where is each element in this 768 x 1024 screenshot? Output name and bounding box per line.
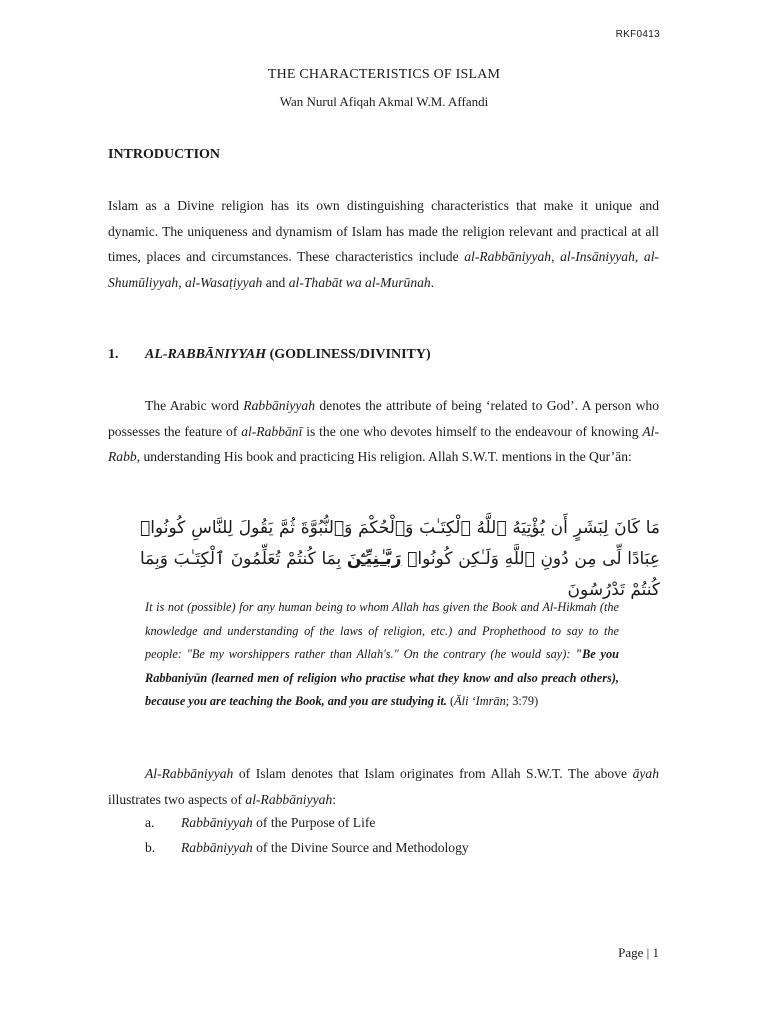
section1-heading	[108, 347, 431, 363]
section1-paragraph-2: Al-Rabbāniyyah of Islam denotes that Islam originates from Allah S.W.T. The above āyah illustrates two aspects of al-Rabbāniyyah:	[108, 766, 659, 807]
document-title: THE CHARACTERISTICS OF ISLAM	[267, 67, 501, 82]
section1-paragraph-1: The Arabic word Rabbāniyyah denotes the attribute of being ‘related to God’. A person who possesses the feature of al-Rabbānī is the one who devotes himself to the endeavour of knowing Al-Rabb, understanding His book and practicing His religion. Allah S.W.T. mentions in the Qur’ān:	[108, 398, 659, 464]
term-thabat-murunah: al-Thabāt wa al-Murūnah	[288, 274, 431, 290]
list-item: b. Rabbāniyyah of the Divine Source and Methodology	[145, 840, 469, 855]
verse-reference: Āli ʻImrān	[454, 694, 506, 708]
section-title-rest: (GODLINESS/DIVINITY)	[266, 347, 431, 362]
quran-verse-arabic: مَا كَانَ لِبَشَرٍ أَن يُؤْتِيَهُ ٱللَّهُ ٱلْكِتَـٰبَ وَٱلْحُكْمَ وَٱلنُّبُوَّةَ ثُمَّ يَقُولَ لِلنَّاسِ كُونُوا۟ عِبَادًا لِّى مِن دُونِ ٱللَّهِ وَلَـٰكِن كُونُوا۟ رَبَّـٰنِيِّـۧنَ بِمَا كُنتُمْ تُعَلِّمُونَ ٱلْكِتَـٰبَ وَبِمَا كُنتُمْ تَدْرُسُونَ	[140, 518, 660, 600]
intro-heading: INTRODUCTION	[108, 147, 221, 162]
course-code: RKF0413	[615, 29, 660, 40]
underlined-word: رَبَّـٰنِيِّـۧنَ	[346, 549, 402, 569]
section-number: 1.	[108, 347, 119, 362]
intro-paragraph: Islam as a Divine religion has its own distinguishing characteristics that make it unique and dynamic. The uniqueness and dynamism of Islam has made the religion relevant and practical at all times, places and circumstances. These characteristics include al-Rabbāniyyah, al-Insāniyyah, al-Shumūliyyah, al-Wasaṭiyyah and al-Thabāt wa al-Murūnah.	[108, 198, 660, 290]
section-title-italic: AL-RABBĀNIYYAH	[145, 347, 267, 362]
author-name: Wan Nurul Afiqah Akmal W.M. Affandi	[279, 94, 489, 109]
term-shumuliyyah: al-Shumūliyyah	[108, 249, 660, 290]
term-insaniyyah: al-Insāniyyah	[560, 249, 635, 264]
verse-translation: It is not (possible) for any human being to whom Allah has given the Book and Al-Hikmah (the knowledge and understanding of the laws of religion, etc.) and Prophethood to say to the people: "Be my worshippers rather than Allah's." On the contrary (he would say): "Be you Rabbaniyūn (learned men of religion who practise what they know and also preach others), because you are teaching the Book, and you are studying it. (Āli ʻImrān; 3:79)	[145, 600, 620, 708]
translation-bold: "Be you Rabbaniyūn (learned men of religion who practise what they know and also preach others), because you are teaching the Book, and you are studying it.	[145, 647, 620, 708]
list-item: a. Rabbāniyyah of the Purpose of Life	[145, 815, 376, 830]
page-number: Page | 1	[618, 945, 659, 960]
term-wasatiyyah: al-Wasaṭiyyah	[185, 274, 263, 290]
intro-text: Islam as a Divine religion has its own distinguishing characteristics that make it unique and dynamic. The uniqueness and dynamism of Islam has made the religion relevant and practical at all times, places and circumstances. These characteristics include	[108, 198, 659, 264]
term-rabbaniyyah: al-Rabbāniyyah	[464, 249, 552, 264]
